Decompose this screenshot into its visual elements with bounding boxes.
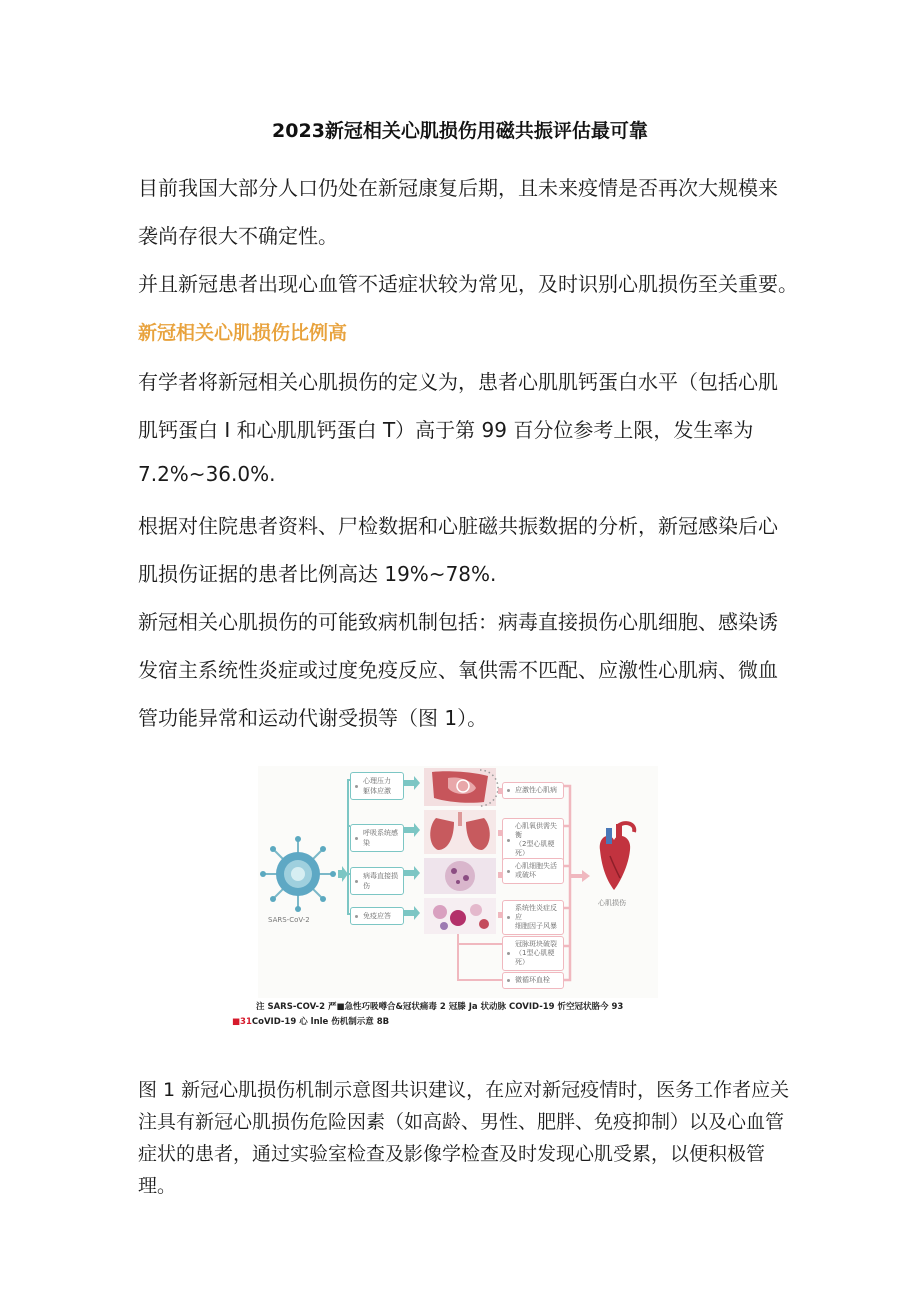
intro-line-2: 袭尚存很大不确定性。 [138, 224, 338, 248]
mechanism-box-1: 应激性心肌病 [502, 782, 564, 799]
closing-paragraph: 图 1 新冠心肌损伤机制示意图共识建议，在应对新冠疫情时，医务工作者应关注具有新冠心肌损伤危险因素（如高龄、男性、肥胖、免疫抑制）以及心血管症状的患者，通过实验室检查及影像学检查及时发现心肌受累，以便积极管理。 [138, 1079, 790, 1197]
virus-label: SARS-CoV-2 [268, 916, 310, 924]
body-line-3: 7.2%~36.0%. [138, 462, 276, 486]
body-line-6: 新冠相关心肌损伤的可能致病机制包括：病毒直接损伤心肌细胞、感染诱 [138, 610, 778, 634]
mechanism-box-3: 心肌细胞失活 或破坏 [502, 858, 564, 884]
mechanism-figure [258, 766, 658, 998]
tissue-icon [424, 858, 496, 894]
section-heading: 新冠相关心肌损伤比例高 [138, 322, 348, 344]
factor-box-stress: 心理压力 躯体应激 [350, 772, 404, 800]
body-line-8: 管功能异常和运动代谢受损等（图 1）。 [138, 706, 488, 730]
heart-section-icon [424, 768, 496, 806]
figure-caption-line-2: ■31CoVID-19 心 lnle 伤机制示意 8B [232, 1017, 390, 1027]
intro-line-1: 目前我国大部分人口仍处在新冠康复后期，且未来疫情是否再次大规模来 [138, 176, 778, 200]
body-line-7: 发宿主系统性炎症或过度免疫反应、氧供需不匹配、应激性心肌病、微血 [138, 658, 778, 682]
intro-line-3: 并且新冠患者出现心血管不适症状较为常见，及时识别心肌损伤至关重要。 [138, 272, 798, 296]
mechanism-box-2: 心肌氧供需失衡 （2型心肌梗死） [502, 818, 564, 862]
lungs-icon [424, 810, 496, 854]
document-title: 2023新冠相关心肌损伤用磁共振评估最可靠 [272, 120, 648, 142]
body-line-2: 肌钙蛋白 I 和心肌肌钙蛋白 T）高于第 99 百分位参考上限，发生率为 [138, 418, 754, 442]
caption-red-marker: ■31 [232, 1017, 252, 1027]
body-line-1: 有学者将新冠相关心肌损伤的定义为，患者心肌肌钙蛋白水平（包括心肌 [138, 370, 778, 394]
mechanism-box-4: 系统性炎症反应 细胞因子风暴 [502, 900, 564, 935]
body-line-5: 肌损伤证据的患者比例高达 19%~78%. [138, 562, 497, 586]
virus-icon [260, 836, 336, 912]
factor-box-immune: 免疫应答 [350, 907, 404, 925]
heart-icon [600, 823, 634, 890]
factor-box-respiratory: 呼吸系统感染 [350, 824, 404, 852]
figure-caption-line-1: 注 SARS-COV-2 严■急性巧吸噂合&冠状痛毒 2 冠滕 Ja 状动脉 COVID-19 忻空冠状胳今 93 [256, 1002, 624, 1012]
mechanism-box-6: 微循环血栓 [502, 972, 564, 989]
immune-cells-icon [424, 898, 496, 934]
figure-graphics [258, 766, 658, 998]
factor-box-viral: 病毒直接损伤 [350, 867, 404, 895]
body-line-4: 根据对住院患者资料、尸检数据和心脏磁共振数据的分析，新冠感染后心 [138, 514, 778, 538]
heart-label: 心肌损伤 [598, 899, 626, 907]
mechanism-box-5: 冠脉斑块破裂 （1型心肌梗死） [502, 936, 564, 971]
